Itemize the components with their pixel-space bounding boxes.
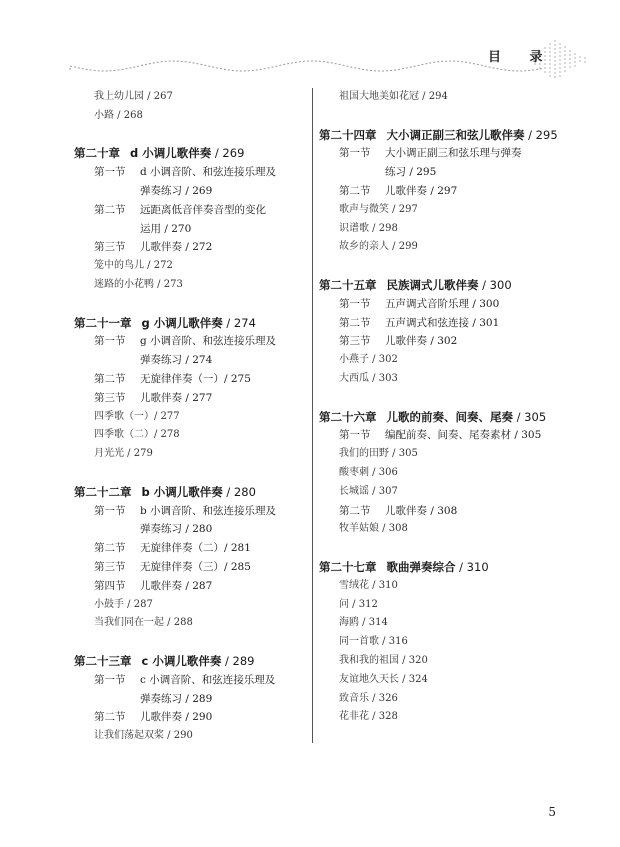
- toc-song: 雪绒花 / 310: [339, 579, 398, 591]
- section-title: 编配前奏、间奏、尾奏素材 / 305: [385, 429, 542, 442]
- chapter-title: b 小调儿歌伴奏: [141, 484, 223, 499]
- spacer: [319, 257, 599, 276]
- toc-section: [319, 314, 599, 333]
- chapter-page: / 310: [455, 559, 489, 574]
- section-title: 儿歌伴奏 / 297: [385, 184, 458, 197]
- chapter-title: 民族调式儿歌伴奏: [386, 277, 479, 292]
- section-number: 第一节: [94, 166, 126, 179]
- chapter-title: 大小调正副三和弦儿歌伴奏: [386, 127, 525, 142]
- section-title: 五声调式和弦连接 / 301: [385, 316, 500, 329]
- toc-chapter: [74, 314, 309, 333]
- toc-song: 友谊地久天长 / 324: [339, 673, 428, 685]
- toc-section-continued: 弹奏练习 / 274: [140, 354, 213, 367]
- section-number: 第二节: [94, 711, 126, 724]
- section-number: 第二节: [339, 316, 371, 329]
- section-number: 第二节: [94, 372, 126, 385]
- toc-section: [319, 182, 599, 201]
- toc-song: 四季歌（一）/ 277: [94, 410, 180, 422]
- toc-song: 笼中的鸟儿 / 272: [94, 260, 173, 272]
- page-title: 目 录: [488, 50, 555, 65]
- chapter-number: 第二十五章: [319, 277, 377, 292]
- toc-chapter: [74, 144, 309, 163]
- spacer: [319, 539, 599, 558]
- section-number: 第三节: [94, 391, 126, 404]
- chapter-number: 第二十六章: [319, 409, 377, 424]
- toc-chapter: [74, 652, 309, 671]
- toc-song: 大西瓜 / 303: [339, 372, 398, 384]
- toc-song: 小路 / 268: [94, 109, 143, 121]
- spacer: [319, 107, 599, 126]
- section-number: 第二节: [94, 203, 126, 216]
- wavy-dashed-line: [70, 61, 542, 71]
- toc-song: 四季歌（二）/ 278: [94, 429, 180, 441]
- toc-right-column: [319, 88, 599, 727]
- page-number: 5: [548, 805, 556, 819]
- toc-song: 我上幼儿园 / 267: [94, 91, 173, 102]
- toc-song: 让我们荡起双桨 / 290: [94, 730, 193, 742]
- section-number: 第二节: [339, 184, 371, 197]
- toc-section: [74, 671, 309, 690]
- chapter-title: 歌曲弹奏综合: [386, 559, 456, 574]
- toc-song: 小鼓手 / 287: [94, 598, 153, 610]
- spacer: [74, 464, 309, 483]
- toc-song: 当我们同在一起 / 288: [94, 617, 193, 629]
- chapter-number: 第二十二章: [74, 484, 132, 499]
- toc-section: [74, 539, 309, 558]
- toc-section: [319, 502, 599, 521]
- toc-song: 长城谣 / 307: [339, 485, 398, 497]
- toc-song: 致音乐 / 326: [339, 692, 398, 704]
- spacer: [74, 126, 309, 145]
- toc-section: [74, 708, 309, 727]
- chapter-title: 儿歌的前奏、间奏、尾奏: [386, 409, 513, 424]
- toc-section-continued: 运用 / 270: [140, 222, 192, 235]
- toc-chapter: [319, 276, 599, 295]
- section-title: 五声调式音阶乐理 / 300: [385, 297, 500, 310]
- spacer: [74, 295, 309, 314]
- chapter-number: 第二十四章: [319, 127, 377, 142]
- toc-section: [74, 389, 309, 408]
- toc-chapter: [319, 558, 599, 577]
- chapter-title: d 小调儿歌伴奏: [130, 146, 212, 161]
- section-number: 第三节: [339, 335, 371, 348]
- toc-section-continued: 练习 / 295: [385, 166, 437, 179]
- chapter-number: 第二十章: [74, 146, 120, 161]
- section-title: b 小调音阶、和弦连接乐理及: [140, 504, 277, 517]
- toc-song: 故乡的亲人 / 299: [339, 241, 418, 253]
- toc-song: 酸枣刺 / 306: [339, 466, 398, 478]
- toc-song: 月光光 / 279: [94, 448, 153, 460]
- section-title: 无旋律伴奏（一）/ 275: [140, 372, 251, 385]
- section-title: 无旋律伴奏（三）/ 285: [140, 560, 251, 573]
- section-number: 第二节: [94, 542, 126, 555]
- toc-section: [74, 502, 309, 521]
- toc-section-continued: 弹奏练习 / 269: [140, 184, 213, 197]
- toc-section-continued: 弹奏练习 / 289: [140, 692, 213, 705]
- toc-song: 问 / 312: [339, 598, 378, 610]
- toc-song: 同一首歌 / 316: [339, 636, 408, 648]
- section-title: 儿歌伴奏 / 287: [140, 579, 213, 592]
- toc-section: [74, 201, 309, 220]
- spacer: [74, 633, 309, 652]
- toc-left-column: [74, 88, 309, 746]
- toc-section: [319, 144, 599, 163]
- chapter-number: 第二十三章: [74, 653, 132, 668]
- chapter-number: 第二十七章: [319, 559, 377, 574]
- toc-section: [74, 558, 309, 577]
- section-number: 第三节: [94, 241, 126, 254]
- header-decoration: [0, 0, 620, 90]
- section-title: 儿歌伴奏 / 277: [140, 391, 213, 404]
- toc-song: 我们的田野 / 305: [339, 448, 418, 460]
- toc-song: 歌声与微笑 / 297: [339, 203, 418, 215]
- chapter-page: / 280: [222, 484, 256, 499]
- toc-section: [319, 426, 599, 445]
- toc-section: [74, 370, 309, 389]
- section-title: 大小调正副三和弦乐理与弹奏: [385, 147, 522, 160]
- section-number: 第一节: [339, 147, 371, 160]
- section-title: c 小调音阶、和弦连接乐理及: [140, 673, 276, 686]
- toc-section: [74, 577, 309, 596]
- toc-section: [74, 238, 309, 257]
- section-number: 第一节: [339, 429, 371, 442]
- toc-song: 牧羊姑娘 / 308: [339, 523, 408, 535]
- spacer: [319, 389, 599, 408]
- section-title: g 小调音阶、和弦连接乐理及: [140, 335, 277, 348]
- toc-song: 我和我的祖国 / 320: [339, 654, 428, 666]
- chapter-number: 第二十一章: [74, 315, 132, 330]
- section-title: 远距离低音伴奏音型的变化: [140, 203, 266, 216]
- section-number: 第三节: [94, 560, 126, 573]
- toc-song: 识谱歌 / 298: [339, 222, 398, 234]
- section-title: d 小调音阶、和弦连接乐理及: [140, 166, 277, 179]
- toc-song: 海鸥 / 314: [339, 617, 388, 629]
- section-number: 第一节: [94, 673, 126, 686]
- section-title: 儿歌伴奏 / 290: [140, 711, 213, 724]
- toc-chapter: [319, 408, 599, 427]
- toc-chapter: [74, 483, 309, 502]
- column-divider: [312, 88, 313, 743]
- chapter-page: / 269: [211, 146, 245, 161]
- page-header: [0, 0, 620, 90]
- toc-song: 小燕子 / 302: [339, 354, 398, 366]
- toc-song: 祖国大地美如花冠 / 294: [339, 91, 448, 102]
- toc-chapter: [319, 126, 599, 145]
- toc-section: [74, 163, 309, 182]
- section-title: 儿歌伴奏 / 302: [385, 335, 458, 348]
- chapter-page: / 274: [222, 315, 256, 330]
- chapter-page: / 300: [478, 277, 512, 292]
- section-title: 儿歌伴奏 / 272: [140, 241, 213, 254]
- chapter-page: / 289: [221, 653, 255, 668]
- section-number: 第一节: [94, 504, 126, 517]
- section-number: 第一节: [94, 335, 126, 348]
- toc-song: 花非花 / 328: [339, 711, 398, 723]
- toc-section: [74, 332, 309, 351]
- chapter-page: / 295: [524, 127, 558, 142]
- chapter-page: / 305: [513, 409, 547, 424]
- section-number: 第一节: [339, 297, 371, 310]
- toc-section: [319, 332, 599, 351]
- section-title: 儿歌伴奏 / 308: [385, 504, 458, 517]
- section-number: 第二节: [339, 504, 371, 517]
- toc-section-continued: 弹奏练习 / 280: [140, 523, 213, 536]
- toc-song: 迷路的小花鸭 / 273: [94, 278, 183, 290]
- section-title: 无旋律伴奏（二）/ 281: [140, 542, 251, 555]
- section-number: 第四节: [94, 579, 126, 592]
- chapter-title: g 小调儿歌伴奏: [141, 315, 223, 330]
- chapter-title: c 小调儿歌伴奏: [141, 653, 222, 668]
- toc-section: [319, 295, 599, 314]
